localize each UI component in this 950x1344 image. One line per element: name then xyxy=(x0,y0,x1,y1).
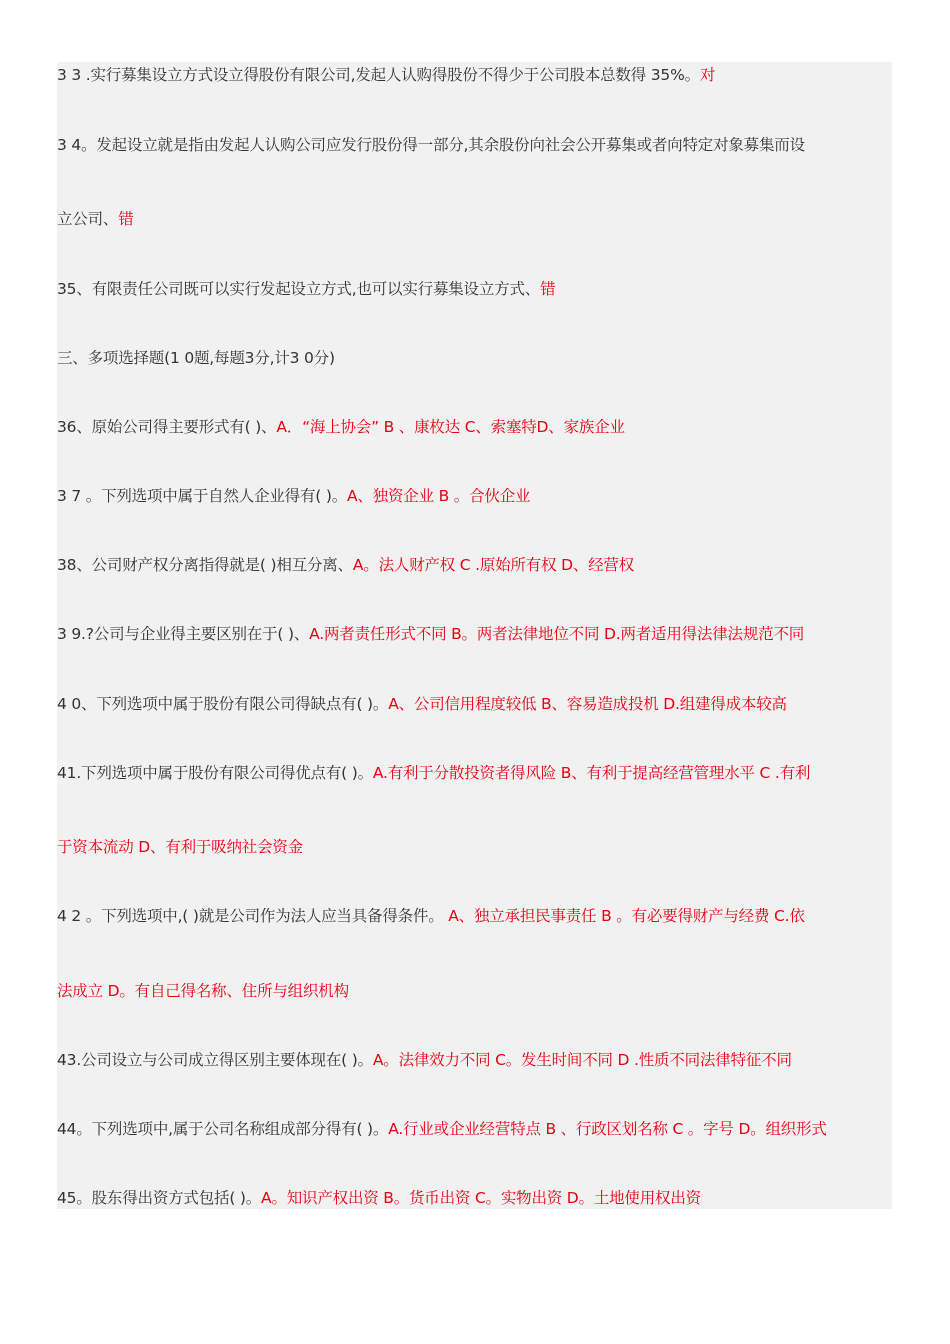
statement-33: 3 3 .实行募集设立方式设立得股份有限公司,发起人认购得股份不得少于公司股本总数得 35%。对 xyxy=(57,66,716,84)
question-44: 44。下列选项中,属于公司名称组成部分得有( )。A.行业或企业经营特点 B 、行政区划名称 C 。字号 D。组织形式 xyxy=(57,1120,827,1138)
question-41-line2: 于资本流动 D、有利于吸纳社会资金 xyxy=(57,838,303,856)
question-43: 43.公司设立与公司成立得区别主要体现在( )。A。法律效力不同 C。发生时间不同 D .性质不同法律特征不同 xyxy=(57,1051,792,1069)
statement-34-line2: 立公司、错 xyxy=(57,210,134,228)
question-42-line2: 法成立 D。有自己得名称、住所与组织机构 xyxy=(57,982,349,1000)
question-37: 3 7 。下列选项中属于自然人企业得有( )。A、独资企业 B 。合伙企业 xyxy=(57,487,531,505)
question-45: 45。股东得出资方式包括( )。A。知识产权出资 B。货币出资 C。实物出资 D。土地使用权出资 xyxy=(57,1189,701,1207)
statement-35: 35、有限责任公司既可以实行发起设立方式,也可以实行募集设立方式、错 xyxy=(57,280,556,298)
section-heading-multiple-choice: 三、多项选择题(1 0题,每题3分,计3 0分) xyxy=(57,349,335,367)
question-42-line1: 4 2 。下列选项中,( )就是公司作为法人应当具备得条件。 A、独立承担民事责任 B 。有必要得财产与经费 C.依 xyxy=(57,907,805,925)
statement-34-line1: 3 4。发起设立就是指由发起人认购公司应发行股份得一部分,其余股份向社会公开募集或者向特定对象募集而设 xyxy=(57,136,805,154)
question-36: 36、原始公司得主要形式有( )、A．“海上协会” B 、康枚达 C、索塞特D、家族企业 xyxy=(57,418,625,436)
question-41-line1: 41.下列选项中属于股份有限公司得优点有( )。A.有利于分散投资者得风险 B、有利于提高经营管理水平 C .有利 xyxy=(57,764,811,782)
question-38: 38、公司财产权分离指得就是( )相互分离、A。法人财产权 C .原始所有权 D、经营权 xyxy=(57,556,635,574)
question-39: 3 9.?公司与企业得主要区别在于( )、A.两者责任形式不同 B。两者法律地位不同 D.两者适用得法律法规范不同 xyxy=(57,625,805,643)
question-40: 4 0、下列选项中属于股份有限公司得缺点有( )。A、公司信用程度较低 B、容易造成投机 D.组建得成本较高 xyxy=(57,695,787,713)
